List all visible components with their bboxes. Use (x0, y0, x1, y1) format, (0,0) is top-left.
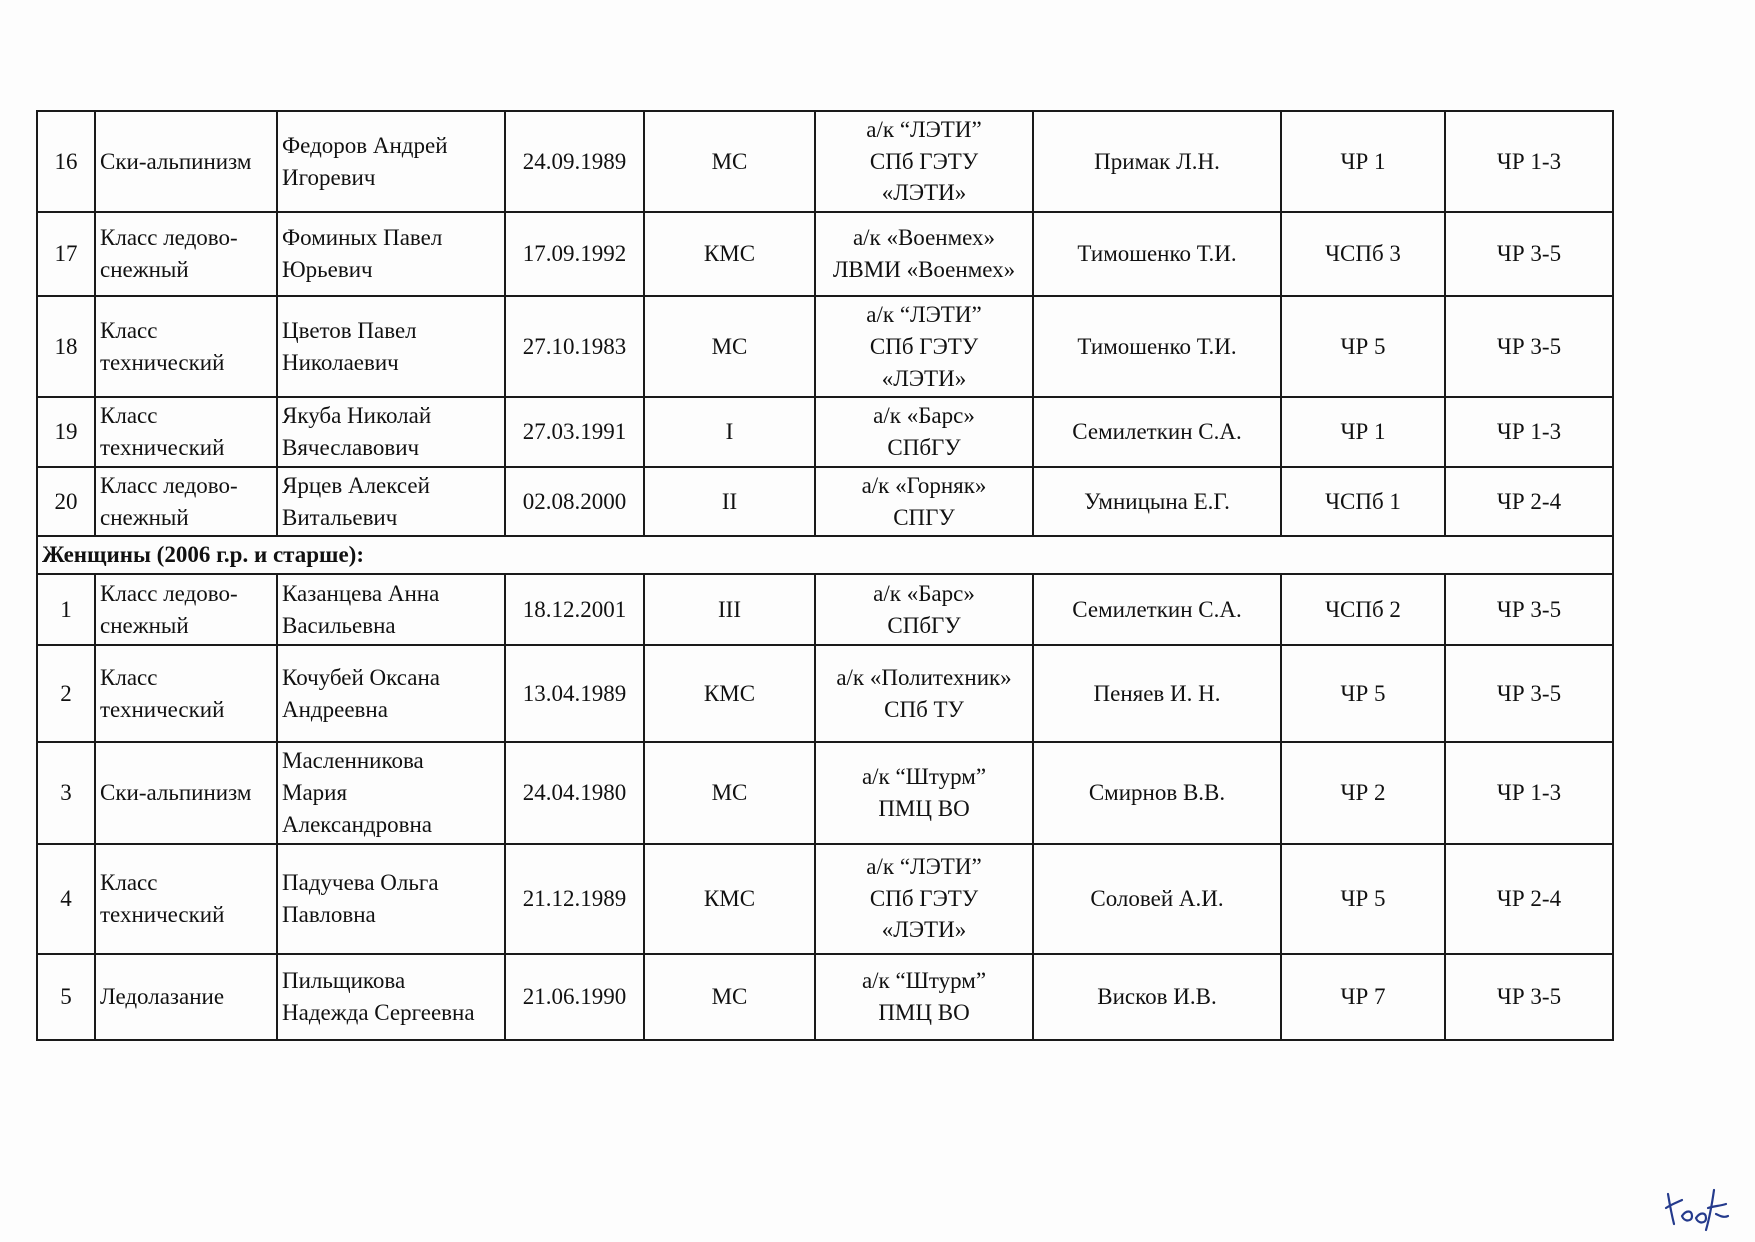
cell-birth-date: 13.04.1989 (505, 645, 644, 742)
cell-athlete-name: Ярцев Алексей Витальевич (277, 467, 505, 536)
cell-number: 20 (37, 467, 95, 536)
cell-birth-date: 18.12.2001 (505, 574, 644, 645)
cell-sport-rank: III (644, 574, 815, 645)
cell-qualifying-result: ЧСПб 1 (1281, 467, 1445, 536)
cell-coach: Примак Л.Н. (1033, 111, 1281, 212)
cell-planned-result: ЧР 3-5 (1445, 574, 1613, 645)
cell-coach: Соловей А.И. (1033, 844, 1281, 954)
cell-club: а/к “ЛЭТИ” СПб ГЭТУ «ЛЭТИ» (815, 296, 1033, 397)
roster-body (37, 111, 1613, 1040)
section-title: Женщины (2006 г.р. и старше): (37, 536, 1613, 574)
cell-discipline: Класс технический (95, 397, 277, 466)
table-row (37, 212, 1613, 296)
cell-number: 2 (37, 645, 95, 742)
cell-discipline: Класс ледово- снежный (95, 574, 277, 645)
cell-planned-result: ЧР 2-4 (1445, 844, 1613, 954)
cell-athlete-name: Кочубей Оксана Андреевна (277, 645, 505, 742)
cell-birth-date: 02.08.2000 (505, 467, 644, 536)
table-row (37, 296, 1613, 397)
cell-sport-rank: МС (644, 111, 815, 212)
cell-athlete-name: Падучева Ольга Павловна (277, 844, 505, 954)
cell-qualifying-result: ЧСПб 3 (1281, 212, 1445, 296)
cell-club: а/к “Штурм” ПМЦ ВО (815, 742, 1033, 843)
cell-qualifying-result: ЧСПб 2 (1281, 574, 1445, 645)
cell-sport-rank: МС (644, 742, 815, 843)
cell-number: 16 (37, 111, 95, 212)
table-row (37, 954, 1613, 1040)
cell-sport-rank: КМС (644, 844, 815, 954)
cell-club: а/к “ЛЭТИ” СПб ГЭТУ «ЛЭТИ» (815, 844, 1033, 954)
cell-planned-result: ЧР 1-3 (1445, 111, 1613, 212)
table-row (37, 742, 1613, 843)
cell-club: а/к «Политехник» СПб ТУ (815, 645, 1033, 742)
cell-planned-result: ЧР 3-5 (1445, 645, 1613, 742)
cell-athlete-name: Цветов Павел Николаевич (277, 296, 505, 397)
cell-athlete-name: Фоминых Павел Юрьевич (277, 212, 505, 296)
cell-discipline: Ледолазание (95, 954, 277, 1040)
cell-planned-result: ЧР 3-5 (1445, 954, 1613, 1040)
cell-discipline: Ски-альпинизм (95, 742, 277, 843)
cell-athlete-name: Пильщикова Надежда Сергеевна (277, 954, 505, 1040)
cell-qualifying-result: ЧР 1 (1281, 397, 1445, 466)
cell-qualifying-result: ЧР 5 (1281, 296, 1445, 397)
cell-birth-date: 24.04.1980 (505, 742, 644, 843)
cell-athlete-name: Якуба Николай Вячеславович (277, 397, 505, 466)
cell-number: 17 (37, 212, 95, 296)
cell-birth-date: 21.12.1989 (505, 844, 644, 954)
cell-birth-date: 17.09.1992 (505, 212, 644, 296)
cell-number: 3 (37, 742, 95, 843)
cell-sport-rank: МС (644, 296, 815, 397)
cell-coach: Висков И.В. (1033, 954, 1281, 1040)
cell-club: а/к «Военмех» ЛВМИ «Военмех» (815, 212, 1033, 296)
cell-club: а/к “ЛЭТИ” СПб ГЭТУ «ЛЭТИ» (815, 111, 1033, 212)
cell-qualifying-result: ЧР 5 (1281, 844, 1445, 954)
cell-coach: Умницына Е.Г. (1033, 467, 1281, 536)
cell-qualifying-result: ЧР 5 (1281, 645, 1445, 742)
cell-coach: Смирнов В.В. (1033, 742, 1281, 843)
cell-sport-rank: I (644, 397, 815, 466)
cell-qualifying-result: ЧР 2 (1281, 742, 1445, 843)
cell-club: а/к “Штурм” ПМЦ ВО (815, 954, 1033, 1040)
cell-number: 1 (37, 574, 95, 645)
cell-qualifying-result: ЧР 1 (1281, 111, 1445, 212)
cell-athlete-name: Казанцева Анна Васильевна (277, 574, 505, 645)
cell-discipline: Класс ледово- снежный (95, 212, 277, 296)
cell-sport-rank: КМС (644, 645, 815, 742)
cell-club: а/к «Горняк» СПГУ (815, 467, 1033, 536)
cell-coach: Семилеткин С.А. (1033, 397, 1281, 466)
cell-number: 18 (37, 296, 95, 397)
table-row (37, 645, 1613, 742)
section-header-row (37, 536, 1613, 574)
cell-planned-result: ЧР 1-3 (1445, 397, 1613, 466)
cell-discipline: Класс ледово- снежный (95, 467, 277, 536)
cell-planned-result: ЧР 3-5 (1445, 212, 1613, 296)
cell-birth-date: 21.06.1990 (505, 954, 644, 1040)
cell-qualifying-result: ЧР 7 (1281, 954, 1445, 1040)
table-row (37, 111, 1613, 212)
cell-athlete-name: Масленникова Мария Александровна (277, 742, 505, 843)
cell-sport-rank: КМС (644, 212, 815, 296)
cell-planned-result: ЧР 3-5 (1445, 296, 1613, 397)
cell-discipline: Ски-альпинизм (95, 111, 277, 212)
cell-planned-result: ЧР 1-3 (1445, 742, 1613, 843)
cell-number: 19 (37, 397, 95, 466)
table-row (37, 574, 1613, 645)
cell-athlete-name: Федоров Андрей Игоревич (277, 111, 505, 212)
cell-birth-date: 24.09.1989 (505, 111, 644, 212)
cell-birth-date: 27.10.1983 (505, 296, 644, 397)
cell-club: а/к «Барс» СПбГУ (815, 397, 1033, 466)
athlete-roster-table (36, 110, 1614, 1041)
cell-discipline: Класс технический (95, 645, 277, 742)
cell-coach: Пеняев И. Н. (1033, 645, 1281, 742)
handwritten-signature (1662, 1186, 1732, 1232)
cell-sport-rank: МС (644, 954, 815, 1040)
cell-discipline: Класс технический (95, 296, 277, 397)
cell-discipline: Класс технический (95, 844, 277, 954)
table-row (37, 844, 1613, 954)
cell-number: 5 (37, 954, 95, 1040)
table-row (37, 467, 1613, 536)
cell-planned-result: ЧР 2-4 (1445, 467, 1613, 536)
cell-sport-rank: II (644, 467, 815, 536)
cell-number: 4 (37, 844, 95, 954)
cell-birth-date: 27.03.1991 (505, 397, 644, 466)
cell-club: а/к «Барс» СПбГУ (815, 574, 1033, 645)
cell-coach: Семилеткин С.А. (1033, 574, 1281, 645)
cell-coach: Тимошенко Т.И. (1033, 212, 1281, 296)
cell-coach: Тимошенко Т.И. (1033, 296, 1281, 397)
table-row (37, 397, 1613, 466)
